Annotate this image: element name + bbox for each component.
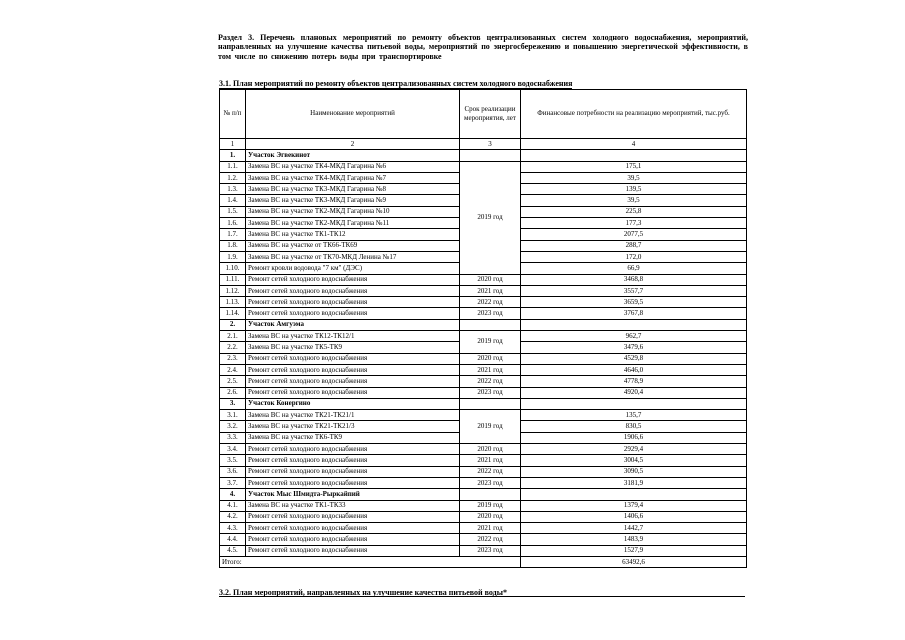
row-number: 1.11. — [220, 274, 246, 285]
row-number: 4.1. — [220, 500, 246, 511]
row-name: Замена ВС на участке ТК1-ТК12 — [246, 229, 460, 240]
table-row — [220, 511, 747, 522]
row-name: Ремонт сетей холодного водоснабжения — [246, 353, 460, 364]
row-name: Ремонт сетей холодного водоснабжения — [246, 387, 460, 398]
row-name: Замена ВС на участке ТК21-ТК21/1 — [246, 410, 460, 421]
empty-cell — [460, 398, 521, 409]
row-year: 2023 год — [460, 477, 521, 488]
row-value: 135,7 — [521, 410, 747, 421]
column-number-row — [220, 139, 747, 150]
row-year: 2019 год — [460, 161, 521, 274]
row-number: 1.10. — [220, 263, 246, 274]
row-name: Ремонт сетей холодного водоснабжения — [246, 364, 460, 375]
row-year: 2021 год — [460, 523, 521, 534]
row-number: 3.1. — [220, 410, 246, 421]
row-number: 2.2. — [220, 342, 246, 353]
empty-cell — [521, 398, 747, 409]
row-value: 288,7 — [521, 240, 747, 251]
row-number: 2.6. — [220, 387, 246, 398]
row-name: Ремонт сетей холодного водоснабжения — [246, 297, 460, 308]
row-value: 2077,5 — [521, 229, 747, 240]
row-number: 3.2. — [220, 421, 246, 432]
row-number: 4.4. — [220, 534, 246, 545]
table-row — [220, 500, 747, 511]
row-value: 3468,8 — [521, 274, 747, 285]
table-row — [220, 444, 747, 455]
row-value: 4920,4 — [521, 387, 747, 398]
row-year: 2019 год — [460, 410, 521, 444]
row-year: 2022 год — [460, 466, 521, 477]
row-year: 2020 год — [460, 274, 521, 285]
row-value: 1406,6 — [521, 511, 747, 522]
row-name: Замена ВС на участке ТК12-ТК12/1 — [246, 331, 460, 342]
section-number: 1. — [220, 150, 246, 161]
row-year: 2021 год — [460, 364, 521, 375]
row-name: Ремонт сетей холодного водоснабжения — [246, 477, 460, 488]
table-row — [220, 410, 747, 421]
row-value: 139,5 — [521, 184, 747, 195]
row-year: 2023 год — [460, 387, 521, 398]
row-number: 1.4. — [220, 195, 246, 206]
row-number: 3.6. — [220, 466, 246, 477]
table-row — [220, 274, 747, 285]
row-value: 1442,7 — [521, 523, 747, 534]
section-number: 2. — [220, 319, 246, 330]
row-value: 3004,5 — [521, 455, 747, 466]
row-number: 2.4. — [220, 364, 246, 375]
total-row — [220, 556, 747, 567]
row-name: Ремонт сетей холодного водоснабжения — [246, 523, 460, 534]
table-row — [220, 523, 747, 534]
row-name: Замена ВС на участке ТК1-ТК33 — [246, 500, 460, 511]
row-name: Замена ВС на участке ТК4-МКД Гагарина №7 — [246, 172, 460, 183]
total-value: 63492,6 — [521, 556, 747, 567]
row-value: 3557,7 — [521, 285, 747, 296]
row-value: 177,3 — [521, 218, 747, 229]
row-name: Ремонт кровли водовода "7 км" (ДЭС) — [246, 263, 460, 274]
row-number: 1.9. — [220, 251, 246, 262]
row-year: 2022 год — [460, 297, 521, 308]
row-name: Замена ВС на участке ТК6-ТК9 — [246, 432, 460, 443]
row-value: 1906,6 — [521, 432, 747, 443]
table-row — [220, 387, 747, 398]
row-name: Ремонт сетей холодного водоснабжения — [246, 466, 460, 477]
row-number: 2.1. — [220, 331, 246, 342]
row-year: 2020 год — [460, 511, 521, 522]
row-number: 1.8. — [220, 240, 246, 251]
row-number: 1.13. — [220, 297, 246, 308]
row-year: 2019 год — [460, 500, 521, 511]
row-year: 2023 год — [460, 308, 521, 319]
row-year: 2022 год — [460, 376, 521, 387]
row-number: 3.5. — [220, 455, 246, 466]
row-year: 2020 год — [460, 353, 521, 364]
col-number: 4 — [521, 139, 747, 150]
row-name: Замена ВС на участке ТК3-МКД Гагарина №8 — [246, 184, 460, 195]
row-value: 3659,5 — [521, 297, 747, 308]
section-number: 4. — [220, 489, 246, 500]
section-row — [220, 398, 747, 409]
row-year: 2021 год — [460, 285, 521, 296]
row-value: 4529,8 — [521, 353, 747, 364]
row-value: 39,5 — [521, 172, 747, 183]
row-year: 2019 год — [460, 331, 521, 354]
table-row — [220, 331, 747, 342]
col-number: 2 — [246, 139, 460, 150]
row-name: Замена ВС на участке ТК2-МКД Гагарина №10 — [246, 206, 460, 217]
section-title: Участок Эгвекинот — [246, 150, 460, 161]
table-row — [220, 545, 747, 556]
empty-cell — [521, 150, 747, 161]
section-row — [220, 489, 747, 500]
row-value: 3767,8 — [521, 308, 747, 319]
row-value: 39,5 — [521, 195, 747, 206]
table-row — [220, 308, 747, 319]
section-number: 3. — [220, 398, 246, 409]
row-year: 2020 год — [460, 444, 521, 455]
row-number: 3.3. — [220, 432, 246, 443]
row-value: 1527,9 — [521, 545, 747, 556]
row-value: 3479,6 — [521, 342, 747, 353]
row-value: 66,9 — [521, 263, 747, 274]
repair-plan-table — [219, 89, 747, 568]
table-row — [220, 376, 747, 387]
row-name: Ремонт сетей холодного водоснабжения — [246, 285, 460, 296]
row-number: 1.6. — [220, 218, 246, 229]
table-row — [220, 477, 747, 488]
section-heading: Раздел 3. Перечень плановых мероприятий по ремонту объектов централизованных систем холодного водоснабжения, мероприятий, направленных на улучшение качества питьевой воды, мероприятий по энергосбережению и повышению энергетической эффективности, в том числе по снижению потерь воды при транспортировке — [218, 33, 748, 61]
row-name: Замена ВС на участке ТК3-МКД Гагарина №9 — [246, 195, 460, 206]
section-row — [220, 150, 747, 161]
section-row — [220, 319, 747, 330]
subsection-title-3-1: 3.1. План мероприятий по ремонту объектов централизованных систем холодного водоснабжения — [219, 79, 573, 88]
empty-cell — [460, 489, 521, 500]
row-name: Замена ВС на участке от ТК70-МКД Ленина №17 — [246, 251, 460, 262]
row-value: 225,8 — [521, 206, 747, 217]
row-number: 4.5. — [220, 545, 246, 556]
empty-cell — [521, 489, 747, 500]
row-name: Ремонт сетей холодного водоснабжения — [246, 534, 460, 545]
table-header-row — [220, 90, 747, 139]
row-value: 962,7 — [521, 331, 747, 342]
row-number: 3.4. — [220, 444, 246, 455]
row-name: Замена ВС на участке ТК2-МКД Гагарина №11 — [246, 218, 460, 229]
col-number: 1 — [220, 139, 246, 150]
row-value: 1379,4 — [521, 500, 747, 511]
section-title: Участок Конергино — [246, 398, 460, 409]
header-term: Срок реализации мероприятия, лет — [460, 90, 521, 139]
row-name: Замена ВС на участке от ТК66-ТК69 — [246, 240, 460, 251]
empty-cell — [460, 150, 521, 161]
header-finance: Финансовые потребности на реализацию мероприятий, тыс.руб. — [521, 90, 747, 139]
row-name: Ремонт сетей холодного водоснабжения — [246, 511, 460, 522]
empty-cell — [460, 319, 521, 330]
row-number: 1.3. — [220, 184, 246, 195]
table-row — [220, 353, 747, 364]
row-number: 1.2. — [220, 172, 246, 183]
table-row — [220, 364, 747, 375]
row-number: 1.1. — [220, 161, 246, 172]
row-name: Замена ВС на участке ТК4-МКД Гагарина №6 — [246, 161, 460, 172]
row-value: 3090,5 — [521, 466, 747, 477]
row-name: Замена ВС на участке ТК21-ТК21/3 — [246, 421, 460, 432]
table-row — [220, 297, 747, 308]
row-number: 1.12. — [220, 285, 246, 296]
row-number: 4.3. — [220, 523, 246, 534]
empty-cell — [521, 319, 747, 330]
header-name: Наименование мероприятий — [246, 90, 460, 139]
row-number: 1.5. — [220, 206, 246, 217]
row-number: 2.3. — [220, 353, 246, 364]
row-value: 175,1 — [521, 161, 747, 172]
section-title: Участок Мыс Шмидта-Рыркайпий — [246, 489, 460, 500]
row-name: Ремонт сетей холодного водоснабжения — [246, 308, 460, 319]
col-number: 3 — [460, 139, 521, 150]
subsection-title-3-2: 3.2. План мероприятий, направленных на улучшение качества питьевой воды* — [219, 588, 507, 597]
row-value: 3181,9 — [521, 477, 747, 488]
row-name: Ремонт сетей холодного водоснабжения — [246, 545, 460, 556]
table-row — [220, 455, 747, 466]
section-title: Участок Амгуэма — [246, 319, 460, 330]
row-value: 4778,9 — [521, 376, 747, 387]
row-name: Ремонт сетей холодного водоснабжения — [246, 274, 460, 285]
row-value: 1483,9 — [521, 534, 747, 545]
row-number: 1.14. — [220, 308, 246, 319]
row-number: 1.7. — [220, 229, 246, 240]
row-value: 4646,0 — [521, 364, 747, 375]
row-number: 4.2. — [220, 511, 246, 522]
row-name: Замена ВС на участке ТК5-ТК9 — [246, 342, 460, 353]
row-number: 3.7. — [220, 477, 246, 488]
row-value: 172,0 — [521, 251, 747, 262]
table-row — [220, 161, 747, 172]
row-name: Ремонт сетей холодного водоснабжения — [246, 455, 460, 466]
row-year: 2022 год — [460, 534, 521, 545]
row-year: 2021 год — [460, 455, 521, 466]
total-label: Итого: — [220, 556, 521, 567]
row-number: 2.5. — [220, 376, 246, 387]
table-row — [220, 285, 747, 296]
header-num: № п/п — [220, 90, 246, 139]
table-row — [220, 534, 747, 545]
divider — [219, 596, 745, 597]
row-value: 2929,4 — [521, 444, 747, 455]
row-name: Ремонт сетей холодного водоснабжения — [246, 444, 460, 455]
row-year: 2023 год — [460, 545, 521, 556]
row-name: Ремонт сетей холодного водоснабжения — [246, 376, 460, 387]
row-value: 830,5 — [521, 421, 747, 432]
table-row — [220, 466, 747, 477]
